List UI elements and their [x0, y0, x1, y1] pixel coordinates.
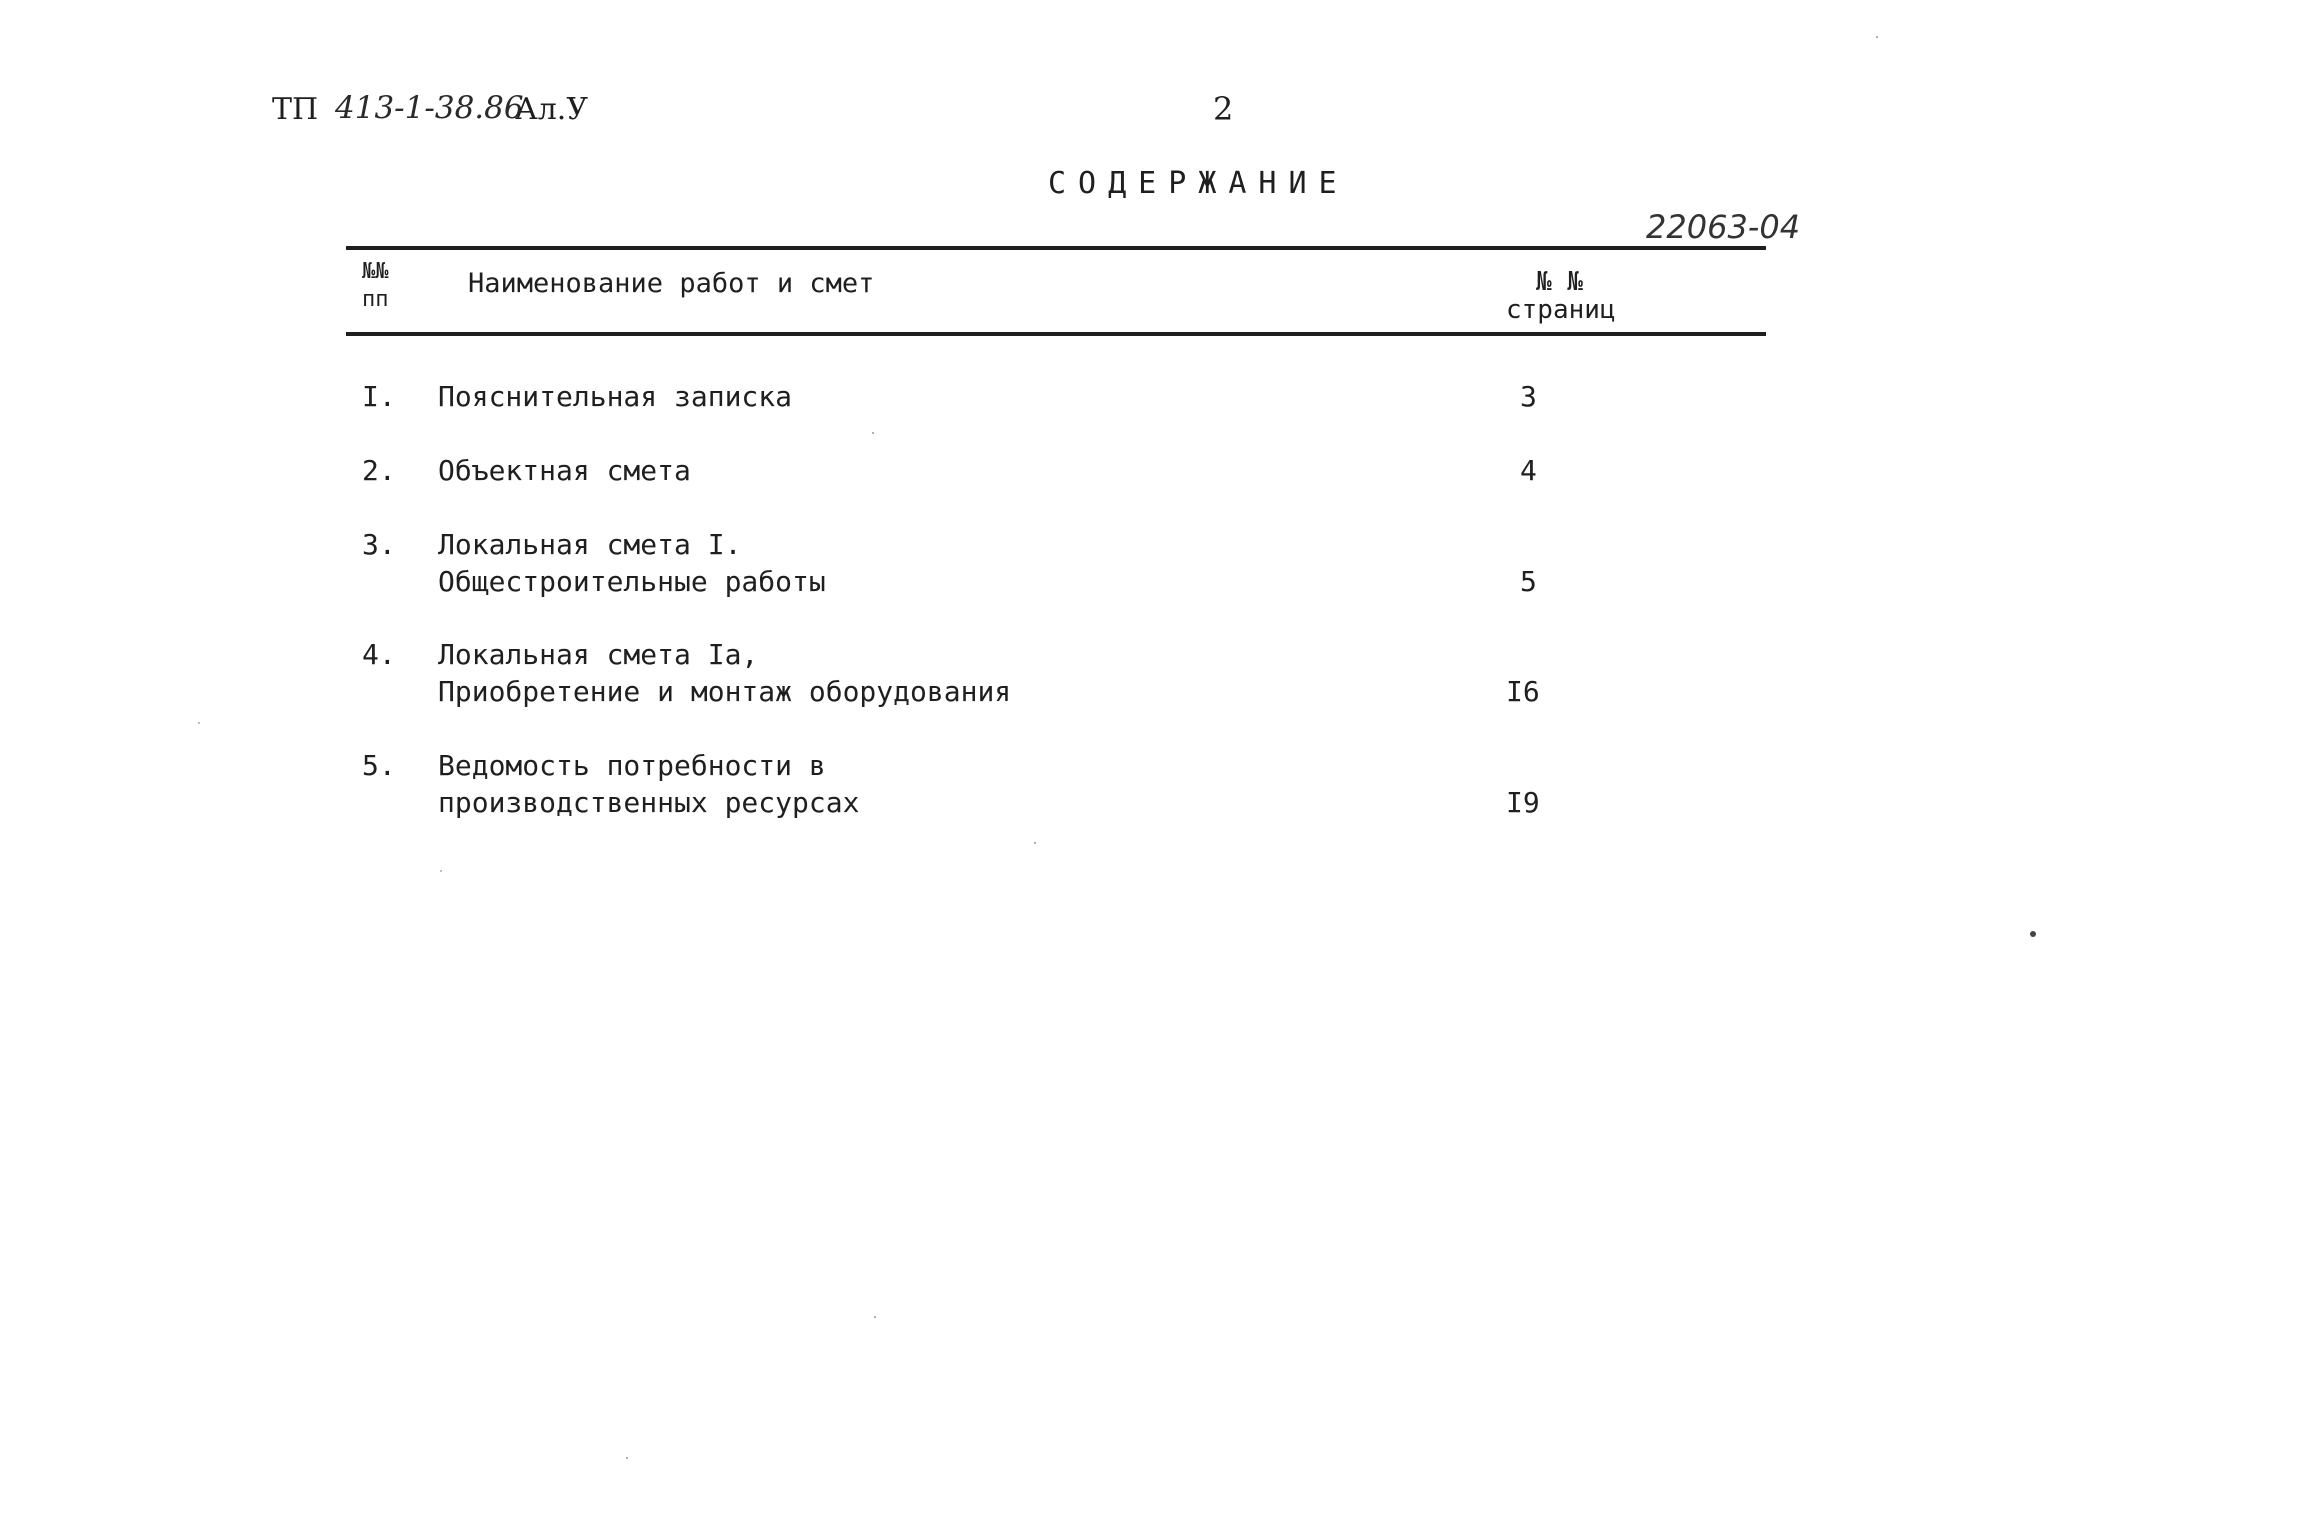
scan-speck	[198, 722, 200, 724]
table-top-rule	[346, 246, 1766, 250]
table-row-2-page: 4	[1520, 454, 1537, 487]
table-row-5-number: 5.	[362, 749, 396, 782]
header-tp: ТП	[272, 92, 319, 127]
table-header-rule	[346, 332, 1766, 336]
scan-speck	[2030, 931, 2036, 937]
scan-speck	[1876, 36, 1878, 38]
scan-speck	[874, 1316, 876, 1318]
scan-speck	[626, 1457, 628, 1459]
table-row-4-number: 4.	[362, 638, 396, 671]
header-album: Ал.У	[515, 92, 588, 127]
table-row-1-number: I.	[362, 380, 396, 413]
column-header-pages-line1: № №	[1536, 267, 1583, 297]
header-project-code: 413-1-38.86	[335, 90, 524, 126]
scan-speck	[440, 870, 442, 872]
table-row-1-page: 3	[1520, 380, 1537, 413]
scan-speck	[1034, 842, 1036, 844]
table-row-4-page: I6	[1506, 675, 1540, 708]
column-header-pages	[1506, 268, 1616, 324]
table-row-3-number: 3.	[362, 528, 396, 561]
table-row-4-name-line1: Локальная смета Iа,	[438, 638, 759, 671]
table-row-3-name-line1: Локальная смета I.	[438, 528, 742, 561]
table-row-4-name-line2: Приобретение и монтаж оборудования	[438, 675, 1012, 708]
column-header-number	[362, 258, 389, 314]
document-number: 22063-04	[1646, 208, 1801, 246]
column-header-pages-line2: страниц	[1506, 295, 1616, 325]
column-header-number-line1: №№	[362, 259, 389, 284]
table-row-2-number: 2.	[362, 454, 396, 487]
page-number: 2	[1213, 90, 1234, 128]
table-row-1-name: Пояснительная записка	[438, 380, 793, 413]
page-title: СОДЕРЖАНИЕ	[1048, 166, 1349, 201]
table-row-2-name: Объектная смета	[438, 454, 691, 487]
table-row-5-name-line1: Ведомость потребности в	[438, 749, 826, 782]
column-header-name: Наименование работ и смет	[468, 268, 875, 299]
table-row-5-page: I9	[1506, 786, 1540, 819]
scan-speck	[872, 432, 874, 434]
table-row-5-name-line2: производственных ресурсах	[438, 786, 860, 819]
table-row-3-page: 5	[1520, 565, 1537, 598]
table-row-3-name-line2: Общестроительные работы	[438, 565, 826, 598]
column-header-number-line2: пп	[362, 287, 389, 312]
